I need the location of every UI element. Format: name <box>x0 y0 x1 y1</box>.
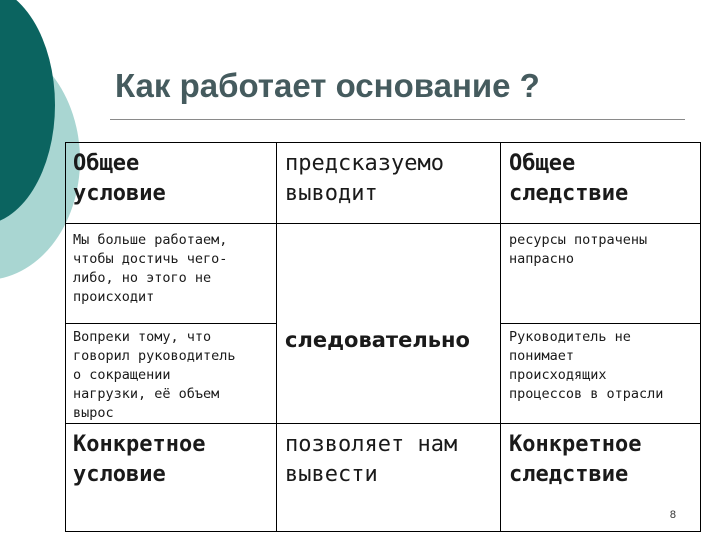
footer-divider <box>66 423 700 424</box>
column-divider-1 <box>276 143 277 531</box>
row2-consequence-text: Руководитель не понимает происходящих процессов в отрасли <box>509 329 664 402</box>
page-number: 8 <box>669 509 676 521</box>
header-general-condition: Общее условие <box>73 151 166 206</box>
header-general-consequence: Общее следствие <box>509 151 629 206</box>
right-row-divider <box>500 323 700 324</box>
connector-therefore: следовательно <box>285 328 470 352</box>
header-predictably-derives: предсказуемо выводит <box>285 151 444 206</box>
footer-allows-derive: позволяет нам вывести <box>285 432 458 487</box>
footer-specific-consequence: Конкретное следствие <box>509 432 642 487</box>
row1-consequence-text: ресурсы потрачены напрасно <box>509 232 648 267</box>
title-underline <box>110 119 685 120</box>
footer-specific-condition: Конкретное условие <box>73 432 206 487</box>
row2-condition-text: Вопреки тому, что говорил руководитель о сокращении нагрузки, её объем вырос <box>73 329 236 421</box>
reasoning-table <box>65 142 701 532</box>
header-divider <box>66 223 700 224</box>
column-divider-2 <box>500 143 501 531</box>
row1-condition-text: Мы больше работаем, чтобы достичь чего- либо, но этого не происходит <box>73 232 228 305</box>
slide-title: Как работает основание ? <box>115 67 540 104</box>
left-row-divider <box>66 323 276 324</box>
